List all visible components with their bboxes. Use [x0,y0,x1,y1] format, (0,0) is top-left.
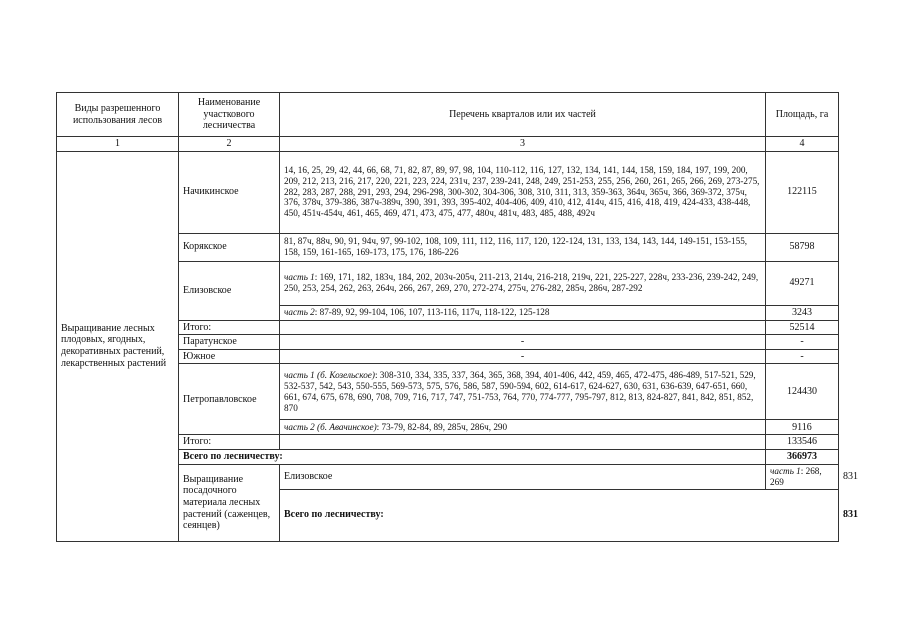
quarters-text: : 308-310, 334, 335, 337, 364, 365, 368, 394, 401-406, 442, 459, 465, 472-475, 486-489, 517-521, 529, 532-537, 542, 543, 550-555, 569-573, 575, 576, 586, 587, 590-594, 602, 614-617, 624-627, 630, 631, 636-639, 647-651, 660, 661, 674, 675, 678, 690, 708, 709, 716, 717, 747, 751-753, 764, 770, 774-777, 795-797, 812, 813, 824-827, 841, 842, 851, 852, 870 [284,370,756,413]
quarters-cell [280,364,766,420]
quarters-cell: 14, 16, 25, 29, 42, 44, 66, 68, 71, 82, 87, 89, 97, 98, 104, 110-112, 116, 127, 132, 134, 141, 144, 158, 159, 184, 197, 199, 200, 209, 212, 213, 216, 217, 220, 221, 223, 224, 231ч, 237, 239-241, 248, 249, 251-253, 255, 256, 260, 261, 265, 266, 269, 273-275, 282, 283, 287, 288, 291, 293, 294, 296-298, 300-302, 304-306, 308, 310, 311, 313, 359-363, 364ч, 365ч, 366, 369-372, 375ч, 376, 378ч, 379-386, 387ч-389ч, 390, 391, 393, 395-402, 404-406, 409, 410, 412, 414ч, 415, 416, 418, 419, 424-433, 438-448, 450, 451ч-454ч, 461, 465, 469, 471, 473, 475, 477, 480ч, 481ч, 483, 485, 488, 492ч [280,151,766,233]
quarters-cell [766,464,839,489]
subtotal-label: Итого: [179,320,280,335]
quarters-text: : 268, 269 [770,465,822,487]
header-use-type: Виды разрешенного использования лесов [57,93,179,137]
part-label: часть 1 (б. Козельское) [284,370,375,381]
forest-use-table: Виды разрешенного использования лесов Наименование участкового лесничества Перечень кварталов или их частей Площадь, га 1 2 3 4 Выращивание лесных плодовых, ягодных, декоративных растений, лекарственных растений Начикинское 14, 16, 25, 29, 42, 44, 66, 68, 71, 82, 87, 89, 97, 98, 104, 110-112, 116, 127, 132, 134, 141, 144, 158, 159, 184, 197, 199, 200, 209, 212, 213, 216, 217, 220, 221, 223, 224, 231ч, 237, 239-241, 248, 249, 251-253, 255, 256, 260, 261, 265, 266, 269, 273-275, 282, 283, 287, 288, 291, 293, 294, 296-298, 300-302, 304-306, 308, 310, 311, 313, 359-363, 364ч, 365ч, 366, 369-372, 375ч, 376, 378ч, 379-386, 387ч-389ч, 390, 391, 393, 395-402, 404-406, 409, 410, 412, 414ч, 415, 416, 418, 419, 424-433, 438-448, 450, 451ч-454ч, 461, 465, 469, 471, 473, 475, 477, 480ч, 481ч, 483, 485, 488, 492ч 122115 Корякское 81, 87ч, 88ч, 90, 91, 94ч, 97, 99-102, 108, 109, 111, 112, 116, 117, 120, 122-124, 131, 133, 134, 143, 144, 149-151, 153-155, 158, 159, 161-165, 169-173, 175, 176, 186-226 58798 Елизовское часть 1: 169, 171, 182, 183ч, 184, 202, 203ч-205ч, 211-213, 214ч, 216-218, 219ч, 221, 225-227, 228ч, 233-236, 239-242, 249, 250, 253, 254, 262, 263, 264ч, 266, 267, 269, 270, 272-274, 275ч, 276-282, 285ч, 286ч, 287-292 49271 часть 2: 87-89, 92, 99-104, 106, 107, 113-116, 117ч, 118-122, 125-128 3243 Итого: 52514 Паратунское - - Южное - - Петропавловское часть 1 (б. Козельское): 308-310, 334, 335, 337, 364, 365, 368, 394, 401-406, 442, 459, 465, 472-475, 486-489, 517-521, 529, 532-537, 542, 543, 550-555, 569-573, 575, 576, 586, 587, 590-594, 602, 614-617, 624-627, 630, 631, 636-639, 647-651, 660, 661, 674, 675, 678, 690, 708, 709, 716, 717, 747, 751-753, 764, 770, 774-777, 795-797, 812, 813, 824-827, 841, 842, 851, 852, 870 124430 часть 2 (б. Авачинское): 73-79, 82-84, 89, 285ч, 286ч, 290 9116 Итого: 133546 Всего по лесничеству: 366973 Выращивание посадочного материала лесных растений (саженцев, сеянцев) Елизовское часть 1: 268, 269 831 Всего по лесничеству: 831 [56,92,839,542]
forestry-name: Елизовское [179,261,280,320]
column-number-3: 3 [280,137,766,152]
part-label: часть 1 [770,465,801,476]
forestry-total-label: Всего по лесничеству: [179,449,766,464]
empty-cell [280,320,766,335]
empty-cell [280,435,766,450]
area-cell: - [766,335,839,350]
area-cell: 9116 [766,420,839,435]
forestry-name: Южное [179,349,280,364]
quarters-text: : 87-89, 92, 99-104, 106, 107, 113-116, 117ч, 118-122, 125-128 [314,307,550,318]
quarters-cell: - [280,349,766,364]
forestry-name: Петропавловское [179,364,280,435]
column-number-4: 4 [766,137,839,152]
quarters-text: : 73-79, 82-84, 89, 285ч, 286ч, 290 [376,421,508,432]
use-type-cell: Выращивание лесных плодовых, ягодных, декоративных растений, лекарственных растений [57,151,179,541]
subtotal-label: Итого: [179,435,280,450]
quarters-cell [280,305,766,320]
area-cell: 122115 [766,151,839,233]
quarters-text: : 169, 171, 182, 183ч, 184, 202, 203ч-205ч, 211-213, 214ч, 216-218, 219ч, 221, 225-227, 228ч, 233-236, 239-242, 249, 250, 253, 254, 262, 263, 264ч, 266, 267, 269, 270, 272-274, 275ч, 276-282, 285ч, 286ч, 287-292 [284,272,759,294]
forestry-name: Корякское [179,233,280,261]
part-label: часть 2 [284,307,315,318]
forestry-name: Начикинское [179,151,280,233]
forestry-name: Паратунское [179,335,280,350]
part-label: часть 2 (б. Авачинское) [284,421,377,432]
header-area: Площадь, га [766,93,839,137]
area-cell: 3243 [766,305,839,320]
quarters-cell: - [280,335,766,350]
area-cell: 58798 [766,233,839,261]
column-number-2: 2 [179,137,280,152]
subtotal-area: 133546 [766,435,839,450]
area-cell: 124430 [766,364,839,420]
header-forestry-name: Наименование участкового лесничества [179,93,280,137]
forestry-name: Елизовское [280,464,766,489]
forestry-total-label: Всего по лесничеству: [280,489,839,541]
area-cell: - [766,349,839,364]
column-number-1: 1 [57,137,179,152]
use-type-cell: Выращивание посадочного материала лесных растений (саженцев, сеянцев) [179,464,280,541]
quarters-cell [280,261,766,305]
area-cell: 49271 [766,261,839,305]
quarters-cell: 81, 87ч, 88ч, 90, 91, 94ч, 97, 99-102, 108, 109, 111, 112, 116, 117, 120, 122-124, 131, 133, 134, 143, 144, 149-151, 153-155, 158, 159, 161-165, 169-173, 175, 176, 186-226 [280,233,766,261]
header-quarters-list: Перечень кварталов или их частей [280,93,766,137]
quarters-cell [280,420,766,435]
forestry-total-area: 366973 [766,449,839,464]
subtotal-area: 52514 [766,320,839,335]
part-label: часть 1 [284,272,315,283]
